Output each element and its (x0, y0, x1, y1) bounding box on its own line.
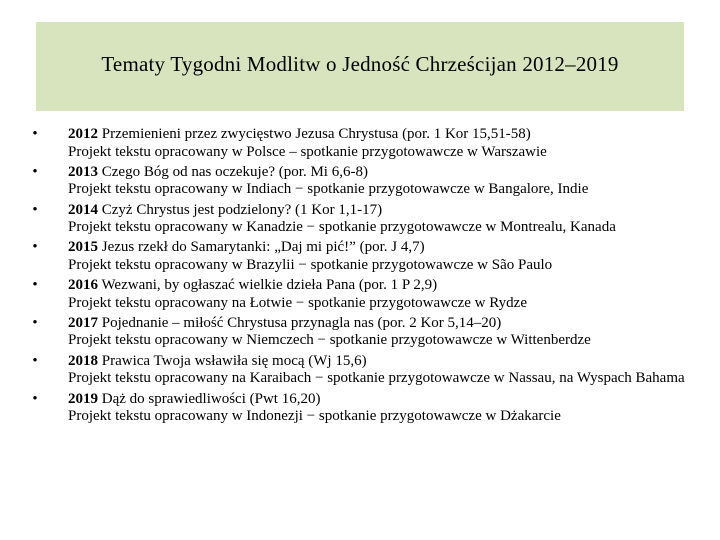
item-detail: Projekt tekstu opracowany w Indonezji − spotkanie przygotowawcze w Dżakarcie (68, 408, 561, 425)
item-detail: Projekt tekstu opracowany w Polsce – spotkanie przygotowawcze w Warszawie (68, 143, 547, 160)
bullet-icon: • (32, 314, 38, 331)
item-theme: Czyż Chrystus jest podzielony? (1 Kor 1,1-17) (98, 201, 383, 218)
list-item (28, 391, 698, 426)
item-year: 2014 (68, 201, 98, 218)
item-theme: Przemienieni przez zwycięstwo Jezusa Chrystusa (por. 1 Kor 15,51-58) (98, 126, 531, 142)
bullet-icon: • (32, 277, 38, 294)
list-item (28, 353, 698, 388)
item-year: 2012 (68, 126, 98, 142)
item-theme: Jezus rzekł do Samarytanki: „Daj mi pić!” (por. J 4,7) (98, 239, 425, 256)
bullet-icon: • (32, 163, 38, 180)
item-theme: Pojednanie – miłość Chrystusa przynagla nas (por. 2 Kor 5,14–20) (98, 314, 502, 331)
item-detail: Projekt tekstu opracowany na Karaibach − spotkanie przygotowawcze w Nassau, na Wyspach Bahama (68, 370, 685, 387)
bullet-icon: • (32, 126, 38, 142)
item-detail: Projekt tekstu opracowany w Niemczech − spotkanie przygotowawcze w Wittenberdze (68, 332, 591, 349)
item-year: 2019 (68, 390, 98, 407)
item-theme: Czego Bóg od nas oczekuje? (por. Mi 6,6-8) (98, 163, 368, 180)
item-year: 2015 (68, 239, 98, 256)
page-title: Tematy Tygodni Modlitw o Jedność Chrześcijan 2012–2019 (101, 52, 619, 76)
item-detail: Projekt tekstu opracowany w Kanadzie − spotkanie przygotowawcze w Montrealu, Kanada (68, 219, 616, 236)
item-year: 2018 (68, 352, 98, 369)
bullet-icon: • (32, 352, 38, 369)
item-theme: Prawica Twoja wsławiła się mocą (Wj 15,6) (98, 352, 367, 369)
item-year: 2013 (68, 163, 98, 180)
list-item (28, 277, 698, 312)
bullet-icon: • (32, 239, 38, 256)
themes-list (28, 126, 698, 428)
list-item (28, 126, 698, 161)
item-theme: Wezwani, by ogłaszać wielkie dzieła Pana (por. 1 P 2,9) (98, 277, 438, 294)
list-item (28, 315, 698, 350)
bullet-icon: • (32, 390, 38, 407)
list-item (28, 202, 698, 237)
item-detail: Projekt tekstu opracowany w Brazylii − spotkanie przygotowawcze w São Paulo (68, 256, 553, 273)
item-detail: Projekt tekstu opracowany na Łotwie − spotkanie przygotowawcze w Rydze (68, 294, 527, 311)
item-detail: Projekt tekstu opracowany w Indiach − spotkanie przygotowawcze w Bangalore, Indie (68, 181, 589, 198)
list-item (28, 164, 698, 199)
item-year: 2017 (68, 314, 98, 331)
item-year: 2016 (68, 277, 98, 294)
item-theme: Dąż do sprawiedliwości (Pwt 16,20) (98, 390, 321, 407)
bullet-icon: • (32, 201, 38, 218)
list-item (28, 239, 698, 274)
title-box (36, 22, 684, 111)
